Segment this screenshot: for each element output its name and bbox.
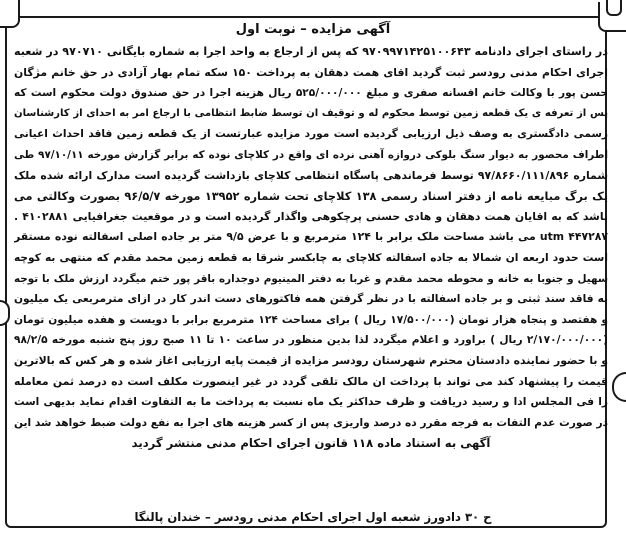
notice-line: شماره ۹۷/۸۶۶۰/۱۱۱/۸۹۶ توسط فرماندهی پاسگاه انتظامی کلاچای بازداشت گردیده است مدارک ارائه شده ملک — [14, 168, 608, 182]
notice-line: در راستای اجرای دادنامه ۹۷۰۹۹۷۱۴۲۵۱۰۰۶۴۳ که پس از ارجاع به واحد اجرا به شماره بایگانی ۹۷۰۷۱۰ در شعبه — [14, 45, 608, 58]
notice-line: پس از تعرفه ی یک قطعه زمین توسط محکوم له و توقیف ان توسط ضابط انتظامی با ارجاع امر به احدای از کارشناسان — [14, 107, 608, 119]
notice-line: قیمت را پیشنهاد کند می تواند با پرداخت ان مالک تلقی گردد در غیر اینصورت مکلف است ده درصد ثمن معامله — [14, 374, 608, 388]
notice-line: به فاقد سند ثبتی و بر جاده اسفالته با در نظر گرفتن همه فاکتورهای دست اندر کار در ازای مترمربعی یک میلیون — [14, 293, 608, 306]
notice-body — [14, 42, 608, 454]
frame-side-ornament — [612, 372, 626, 402]
notice-line: ۴۴۷۲۸۷ utm می باشد مساحت ملک برابر با ۱۲۴ مترمربع و با عرض ۹/۵ متر بر جاده اصلی اسفالته نوده مستقر — [14, 230, 608, 244]
frame-corner-ornament — [598, 2, 626, 32]
notice-line: یک برگ مبایعه نامه از دفتر اسناد رسمی ۱۳۸ کلاچای تحت شماره ۱۳۹۵۲ مورخه ۹۶/۵/۷ بصورت وکالتی می — [14, 189, 608, 204]
notice-line: در صورت عدم التفات به فرجه مقرر ده درصد واریزی پس از کسر هزینه های اجرا به نفع دولت ضبط خواهد شد این — [14, 416, 608, 429]
notice-line: باشد که به اقایان همت دهقان و هادی حسنی پرچکوهی واگذار گردیده است و در موقعیت جغرافیایی ۴۱۰۲۸۸۱ . — [14, 209, 608, 223]
frame-corner-ornament — [0, 0, 20, 28]
notice-line: اطراف محصور به دیوار سنگ بلوکی دروازه آهنی نرده ای واقع در کلاچای نوده که برابر گزارش مورخه ۹۷/۱۰/۱۱ طی — [14, 148, 608, 161]
notice-title: آگهی مزایده – نوبت اول — [235, 22, 391, 37]
notice-line: اجرای احکام مدنی رودسر ثبت گردید اقای همت دهقان به پرداخت ۱۵۰ سکه تمام بهار آزادی در حق خانم مژگان — [14, 65, 608, 79]
notice-signature: ح ۳۰ دادورز شعبه اول اجرای احکام مدنی رودسر – خندان پالنگا — [134, 510, 492, 524]
notice-line: و با حضور نماینده دادستان محترم شهرستان رودسر مزایده از قیمت پایه ارزیابی اغاز شده و هر کس که بالاترین — [14, 353, 608, 367]
notice-line: است حدود اربعه ان شمالا به جاده اسفالته کلاچای به چابکسر شرقا به قطعه زمین محمد مقدم که منتهی به کوچه — [14, 251, 608, 264]
notice-line: حسن پور با وکالت خانم افسانه صفری و مبلغ ۵۲۵/۰۰۰/۰۰۰ ریال هزینه اجرا در حق صندوق دولت محکوم است که — [14, 87, 608, 100]
notice-line: آگهی به استناد ماده ۱۱۸ قانون اجرای احکام مدنی منتشر گردید — [131, 436, 491, 451]
notice-line: (۲/۱۷۰/۰۰۰/۰۰۰ ریال ) براورد و اعلام میگردد لذا بدین منظور در ساعت ۱۰ تا ۱۱ صبح روز پنج شنبه مورخه ۹۸/۲/۵ — [14, 334, 608, 347]
notice-line: سهیل و جنوبا به خانه و محوطه محمد مقدم و غربا به دفتر المینیوم دوجداره باقر پور ختم میگردد ارزش ملک با توجه — [14, 272, 608, 285]
notice-line: را فی المجلس ادا و رسید دریافت و ظرف حداکثر یک ماه نسبت به پرداخت ما به التفاوت اقدام نماید بدیهی است — [14, 396, 608, 409]
notice-line: رسمی دادگستری به وصف ذیل ارزیابی گردیده است مورد مزایده عبارتست از یک قطعه زمین فاقد احداث اعیانی — [14, 128, 608, 141]
notice-line: و هفتصد و پنجاه هزار تومان (۱۷/۵۰۰/۰۰۰ ریال ) برای مساحت ۱۲۴ مترمربع برابر با دویست و هفده میلیون تومان — [14, 313, 608, 326]
